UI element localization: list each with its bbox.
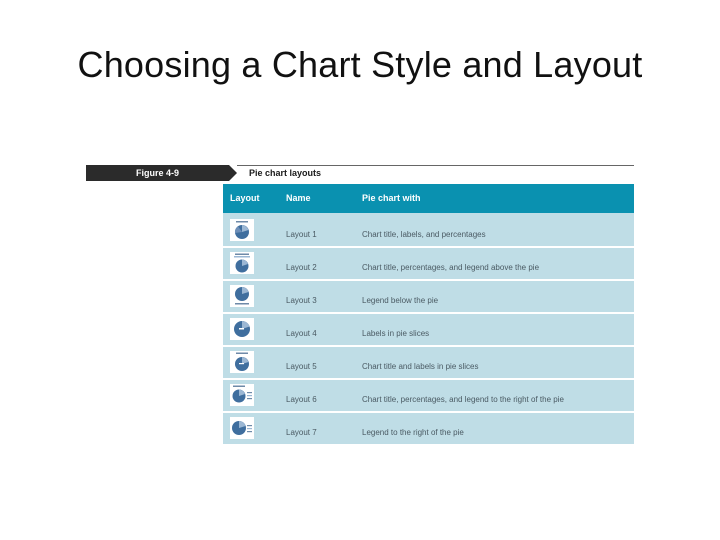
pie-layout-2-icon [230,252,254,274]
table-row [223,248,634,281]
layout-name: Layout 3 [286,296,317,305]
table-header [223,184,634,213]
pie-layout-7-icon [230,417,254,439]
pie-layouts-table [223,184,634,444]
header-description: Pie chart with [362,193,421,203]
figure-caption: Pie chart layouts [249,168,322,178]
pie-layout-1-icon [230,219,254,241]
slide-title: Choosing a Chart Style and Layout [77,44,643,85]
layout-name: Layout 2 [286,263,317,272]
layout-description: Legend below the pie [362,296,439,305]
table-row [223,281,634,314]
layout-description: Legend to the right of the pie [362,428,464,437]
layout-description: Chart title, percentages, and legend above the pie [362,263,540,272]
pie-layout-3-icon [230,285,254,307]
layout-description: Chart title and labels in pie slices [362,362,479,371]
layout-name: Layout 4 [286,329,317,338]
table-row [223,314,634,347]
figure-arrow [229,165,237,181]
layout-name: Layout 6 [286,395,317,404]
header-name: Name [286,193,311,203]
layout-description: Labels in pie slices [362,329,430,338]
table-row [223,413,634,446]
layout-name: Layout 7 [286,428,317,437]
table-row [223,347,634,380]
pie-layout-6-icon [230,384,254,406]
table-row [223,380,634,413]
layout-description: Chart title, labels, and percentages [362,230,486,239]
figure-header [86,165,634,181]
header-layout: Layout [230,193,260,203]
pie-layout-5-icon [230,351,254,373]
layout-description: Chart title, percentages, and legend to the right of the pie [362,395,564,404]
pie-layout-4-icon [230,318,254,340]
layout-name: Layout 1 [286,230,317,239]
layout-name: Layout 5 [286,362,317,371]
table-row [223,215,634,248]
figure-number: Figure 4-9 [135,168,179,178]
